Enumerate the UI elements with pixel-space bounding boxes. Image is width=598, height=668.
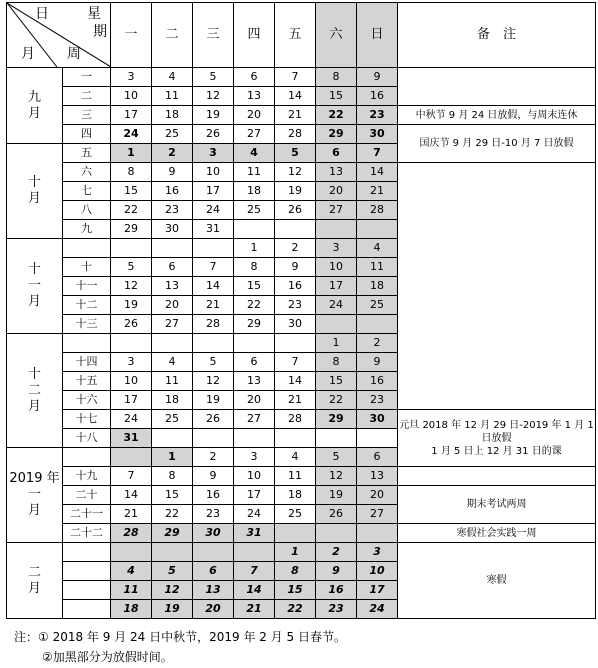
day-cell-sat	[316, 524, 357, 543]
corner-day-label: 日	[35, 6, 49, 22]
footnote-line-1: 注：① 2018 年 9 月 24 日中秋节，2019 年 2 月 5 日春节。	[14, 630, 346, 644]
week-number: 十五	[63, 372, 111, 391]
day-cell-tue: 6	[152, 258, 193, 277]
header-row	[7, 3, 596, 68]
day-cell-sun: 30	[357, 125, 398, 144]
day-cell-mon	[111, 239, 152, 258]
day-cell-sat: 26	[316, 505, 357, 524]
remark-cell: 国庆节 9 月 29 日-10 月 7 日放假	[398, 125, 596, 163]
day-cell-wed: 9	[193, 467, 234, 486]
day-cell-thu: 3	[234, 448, 275, 467]
week-number	[63, 239, 111, 258]
day-cell-thu: 22	[234, 296, 275, 315]
day-cell-sun	[357, 429, 398, 448]
day-cell-thu: 29	[234, 315, 275, 334]
day-cell-thu: 13	[234, 372, 275, 391]
day-cell-fri: 4	[275, 448, 316, 467]
day-cell-wed: 21	[193, 296, 234, 315]
day-cell-sun: 9	[357, 353, 398, 372]
day-cell-wed: 19	[193, 106, 234, 125]
day-cell-wed: 24	[193, 201, 234, 220]
day-cell-fri: 12	[275, 163, 316, 182]
day-cell-wed: 14	[193, 277, 234, 296]
day-cell-fri: 25	[275, 505, 316, 524]
day-cell-wed: 13	[193, 581, 234, 600]
day-cell-mon: 12	[111, 277, 152, 296]
corner-qi-label: 期	[93, 24, 107, 40]
day-cell-wed: 7	[193, 258, 234, 277]
day-cell-sat	[316, 315, 357, 334]
weekday-header-thu: 四	[234, 3, 275, 68]
day-cell-tue: 19	[152, 600, 193, 619]
day-cell-fri: 15	[275, 581, 316, 600]
day-cell-mon: 3	[111, 68, 152, 87]
day-cell-fri: 7	[275, 68, 316, 87]
day-cell-mon: 4	[111, 562, 152, 581]
day-cell-fri: 16	[275, 277, 316, 296]
week-number: 七	[63, 182, 111, 201]
day-cell-tue: 8	[152, 467, 193, 486]
week-number: 八	[63, 201, 111, 220]
week-row	[7, 524, 596, 543]
day-cell-tue: 23	[152, 201, 193, 220]
school-calendar-table	[6, 2, 596, 619]
day-cell-mon: 17	[111, 106, 152, 125]
day-cell-fri: 11	[275, 467, 316, 486]
day-cell-thu: 25	[234, 201, 275, 220]
day-cell-wed: 17	[193, 182, 234, 201]
day-cell-thu: 7	[234, 562, 275, 581]
day-cell-sat: 12	[316, 467, 357, 486]
week-number	[63, 600, 111, 619]
day-cell-fri: 28	[275, 125, 316, 144]
month-label: 十 月	[7, 144, 63, 239]
day-cell-tue: 4	[152, 353, 193, 372]
day-cell-sat: 15	[316, 372, 357, 391]
month-label: 十 二 月	[7, 334, 63, 448]
day-cell-sun: 14	[357, 163, 398, 182]
week-number: 十	[63, 258, 111, 277]
day-cell-wed: 31	[193, 220, 234, 239]
day-cell-tue	[152, 239, 193, 258]
day-cell-tue: 22	[152, 505, 193, 524]
day-cell-tue: 5	[152, 562, 193, 581]
day-cell-sat: 9	[316, 562, 357, 581]
day-cell-thu: 4	[234, 144, 275, 163]
day-cell-sat: 19	[316, 486, 357, 505]
day-cell-wed: 12	[193, 372, 234, 391]
week-number: 五	[63, 144, 111, 163]
day-cell-mon: 15	[111, 182, 152, 201]
day-cell-fri: 21	[275, 391, 316, 410]
day-cell-tue	[152, 543, 193, 562]
day-cell-sat: 29	[316, 410, 357, 429]
day-cell-mon	[111, 543, 152, 562]
week-row	[7, 125, 596, 144]
corner-week-label: 周	[67, 46, 81, 62]
day-cell-sat: 13	[316, 163, 357, 182]
week-number: 十一	[63, 277, 111, 296]
week-number	[63, 448, 111, 467]
day-cell-mon: 31	[111, 429, 152, 448]
day-cell-sat: 17	[316, 277, 357, 296]
day-cell-sat: 29	[316, 125, 357, 144]
day-cell-fri: 9	[275, 258, 316, 277]
day-cell-sat: 2	[316, 543, 357, 562]
day-cell-sun: 28	[357, 201, 398, 220]
day-cell-wed: 30	[193, 524, 234, 543]
day-cell-tue: 13	[152, 277, 193, 296]
day-cell-thu: 27	[234, 410, 275, 429]
day-cell-mon: 10	[111, 87, 152, 106]
footnote	[14, 627, 346, 667]
day-cell-fri: 8	[275, 562, 316, 581]
day-cell-sun: 23	[357, 106, 398, 125]
day-cell-wed: 5	[193, 68, 234, 87]
day-cell-thu: 31	[234, 524, 275, 543]
day-cell-sat	[316, 220, 357, 239]
month-label: 二 月	[7, 543, 63, 619]
week-number: 十二	[63, 296, 111, 315]
day-cell-tue: 1	[152, 448, 193, 467]
day-cell-fri	[275, 429, 316, 448]
day-cell-fri: 18	[275, 486, 316, 505]
week-row	[7, 106, 596, 125]
day-cell-sun: 24	[357, 600, 398, 619]
day-cell-sun: 13	[357, 467, 398, 486]
day-cell-tue: 25	[152, 125, 193, 144]
day-cell-sun: 27	[357, 505, 398, 524]
day-cell-mon: 24	[111, 410, 152, 429]
day-cell-thu: 11	[234, 163, 275, 182]
day-cell-fri	[275, 220, 316, 239]
day-cell-thu: 14	[234, 581, 275, 600]
day-cell-fri: 22	[275, 600, 316, 619]
day-cell-fri	[275, 334, 316, 353]
day-cell-tue: 25	[152, 410, 193, 429]
day-cell-wed: 12	[193, 87, 234, 106]
day-cell-tue: 16	[152, 182, 193, 201]
remark-cell: 寒假	[398, 543, 596, 619]
week-number: 十六	[63, 391, 111, 410]
day-cell-sat: 8	[316, 353, 357, 372]
day-cell-thu	[234, 429, 275, 448]
day-cell-sat: 1	[316, 334, 357, 353]
day-cell-tue	[152, 429, 193, 448]
day-cell-sun: 16	[357, 87, 398, 106]
day-cell-sat: 6	[316, 144, 357, 163]
day-cell-sun: 6	[357, 448, 398, 467]
month-label: 十 一 月	[7, 239, 63, 334]
day-cell-wed: 23	[193, 505, 234, 524]
day-cell-fri	[275, 524, 316, 543]
day-cell-mon: 7	[111, 467, 152, 486]
day-cell-tue: 18	[152, 106, 193, 125]
day-cell-tue: 4	[152, 68, 193, 87]
day-cell-sun: 23	[357, 391, 398, 410]
day-cell-sun: 11	[357, 258, 398, 277]
day-cell-sat: 22	[316, 106, 357, 125]
week-number	[63, 562, 111, 581]
day-cell-thu: 24	[234, 505, 275, 524]
week-number: 二十一	[63, 505, 111, 524]
weekday-header-tue: 二	[152, 3, 193, 68]
day-cell-tue	[152, 334, 193, 353]
day-cell-thu	[234, 543, 275, 562]
day-cell-sun: 30	[357, 410, 398, 429]
day-cell-wed: 3	[193, 144, 234, 163]
corner-xing-label: 星	[87, 6, 101, 22]
day-cell-sat: 24	[316, 296, 357, 315]
month-label: 九 月	[7, 68, 63, 144]
remark-cell: 期末考试两周	[398, 486, 596, 524]
day-cell-thu: 8	[234, 258, 275, 277]
day-cell-mon: 22	[111, 201, 152, 220]
day-cell-sun: 18	[357, 277, 398, 296]
day-cell-mon: 11	[111, 581, 152, 600]
week-number: 二	[63, 87, 111, 106]
day-cell-thu: 21	[234, 600, 275, 619]
day-cell-mon: 28	[111, 524, 152, 543]
day-cell-fri: 30	[275, 315, 316, 334]
day-cell-thu	[234, 220, 275, 239]
week-number	[63, 543, 111, 562]
day-cell-tue: 12	[152, 581, 193, 600]
day-cell-fri: 14	[275, 87, 316, 106]
day-cell-wed	[193, 429, 234, 448]
day-cell-fri: 14	[275, 372, 316, 391]
day-cell-sun: 4	[357, 239, 398, 258]
day-cell-fri: 26	[275, 201, 316, 220]
day-cell-mon	[111, 334, 152, 353]
day-cell-tue: 20	[152, 296, 193, 315]
week-row	[7, 543, 596, 562]
day-cell-mon: 5	[111, 258, 152, 277]
day-cell-tue: 29	[152, 524, 193, 543]
day-cell-fri: 5	[275, 144, 316, 163]
day-cell-mon: 24	[111, 125, 152, 144]
day-cell-sat: 22	[316, 391, 357, 410]
day-cell-mon: 1	[111, 144, 152, 163]
day-cell-tue: 11	[152, 87, 193, 106]
day-cell-wed: 2	[193, 448, 234, 467]
day-cell-tue: 18	[152, 391, 193, 410]
day-cell-sun: 17	[357, 581, 398, 600]
day-cell-mon: 29	[111, 220, 152, 239]
week-number: 十三	[63, 315, 111, 334]
day-cell-sun: 20	[357, 486, 398, 505]
remark-header: 备 注	[398, 3, 596, 68]
day-cell-thu: 10	[234, 467, 275, 486]
week-number: 四	[63, 125, 111, 144]
week-number: 十七	[63, 410, 111, 429]
day-cell-fri: 19	[275, 182, 316, 201]
day-cell-thu: 20	[234, 106, 275, 125]
week-number: 十九	[63, 467, 111, 486]
day-cell-mon: 3	[111, 353, 152, 372]
day-cell-mon: 21	[111, 505, 152, 524]
weekday-header-sun: 日	[357, 3, 398, 68]
remark-cell: 中秋节 9 月 24 日放假，与周末连休	[398, 106, 596, 125]
day-cell-sat: 16	[316, 581, 357, 600]
week-number: 一	[63, 68, 111, 87]
day-cell-wed: 28	[193, 315, 234, 334]
day-cell-tue: 11	[152, 372, 193, 391]
week-number: 九	[63, 220, 111, 239]
day-cell-fri: 28	[275, 410, 316, 429]
weekday-header-mon: 一	[111, 3, 152, 68]
day-cell-sat: 3	[316, 239, 357, 258]
day-cell-sun: 21	[357, 182, 398, 201]
week-number	[63, 581, 111, 600]
day-cell-mon: 18	[111, 600, 152, 619]
day-cell-mon	[111, 448, 152, 467]
day-cell-thu: 17	[234, 486, 275, 505]
day-cell-wed	[193, 543, 234, 562]
week-row	[7, 467, 596, 486]
day-cell-wed: 20	[193, 600, 234, 619]
day-cell-sun: 7	[357, 144, 398, 163]
day-cell-sat: 8	[316, 68, 357, 87]
week-row	[7, 410, 596, 429]
day-cell-fri: 7	[275, 353, 316, 372]
weekday-header-wed: 三	[193, 3, 234, 68]
remark-cell	[398, 68, 596, 106]
day-cell-thu	[234, 334, 275, 353]
day-cell-wed: 26	[193, 410, 234, 429]
day-cell-mon: 10	[111, 372, 152, 391]
day-cell-thu: 6	[234, 68, 275, 87]
day-cell-mon: 19	[111, 296, 152, 315]
week-number: 二十二	[63, 524, 111, 543]
day-cell-sun: 9	[357, 68, 398, 87]
day-cell-wed	[193, 239, 234, 258]
day-cell-sun: 16	[357, 372, 398, 391]
week-number: 十四	[63, 353, 111, 372]
day-cell-wed: 6	[193, 562, 234, 581]
day-cell-sat: 23	[316, 600, 357, 619]
week-number: 二十	[63, 486, 111, 505]
week-number: 六	[63, 163, 111, 182]
day-cell-sun: 25	[357, 296, 398, 315]
day-cell-fri: 21	[275, 106, 316, 125]
day-cell-sun	[357, 220, 398, 239]
week-row	[7, 486, 596, 505]
day-cell-wed: 10	[193, 163, 234, 182]
day-cell-mon: 26	[111, 315, 152, 334]
day-cell-tue: 15	[152, 486, 193, 505]
day-cell-mon: 8	[111, 163, 152, 182]
day-cell-thu: 1	[234, 239, 275, 258]
day-cell-fri: 1	[275, 543, 316, 562]
day-cell-tue: 27	[152, 315, 193, 334]
day-cell-mon: 14	[111, 486, 152, 505]
day-cell-tue: 30	[152, 220, 193, 239]
day-cell-mon: 17	[111, 391, 152, 410]
remark-cell: 元旦 2018 年 12 月 29 日-2019 年 1 月 1 日放假 1 月 5 日上 12 月 31 日的课	[398, 410, 596, 467]
day-cell-sat	[316, 429, 357, 448]
footnote-line-2: ②加黑部分为放假时间。	[42, 650, 173, 664]
day-cell-fri: 23	[275, 296, 316, 315]
day-cell-thu: 20	[234, 391, 275, 410]
day-cell-sun	[357, 315, 398, 334]
day-cell-wed	[193, 334, 234, 353]
day-cell-thu: 6	[234, 353, 275, 372]
weekday-header-sat: 六	[316, 3, 357, 68]
day-cell-thu: 27	[234, 125, 275, 144]
day-cell-wed: 26	[193, 125, 234, 144]
day-cell-tue: 9	[152, 163, 193, 182]
month-label: 2019 年 一 月	[7, 448, 63, 543]
day-cell-sat: 27	[316, 201, 357, 220]
day-cell-tue: 2	[152, 144, 193, 163]
day-cell-sun: 10	[357, 562, 398, 581]
remark-cell: 寒假社会实践一周	[398, 524, 596, 543]
day-cell-thu: 18	[234, 182, 275, 201]
day-cell-fri: 2	[275, 239, 316, 258]
day-cell-thu: 15	[234, 277, 275, 296]
day-cell-wed: 19	[193, 391, 234, 410]
day-cell-thu: 13	[234, 87, 275, 106]
day-cell-sat: 5	[316, 448, 357, 467]
day-cell-sat: 10	[316, 258, 357, 277]
week-number: 十八	[63, 429, 111, 448]
corner-cell	[7, 3, 111, 68]
day-cell-wed: 16	[193, 486, 234, 505]
day-cell-sun: 3	[357, 543, 398, 562]
day-cell-sun: 2	[357, 334, 398, 353]
corner-month-label: 月	[21, 46, 35, 62]
week-number: 三	[63, 106, 111, 125]
weekday-header-fri: 五	[275, 3, 316, 68]
week-row	[7, 68, 596, 87]
day-cell-sat: 20	[316, 182, 357, 201]
day-cell-sun	[357, 524, 398, 543]
remark-cell	[398, 467, 596, 486]
week-row	[7, 163, 596, 182]
remark-cell	[398, 163, 596, 410]
week-number	[63, 334, 111, 353]
day-cell-wed: 5	[193, 353, 234, 372]
day-cell-sat: 15	[316, 87, 357, 106]
